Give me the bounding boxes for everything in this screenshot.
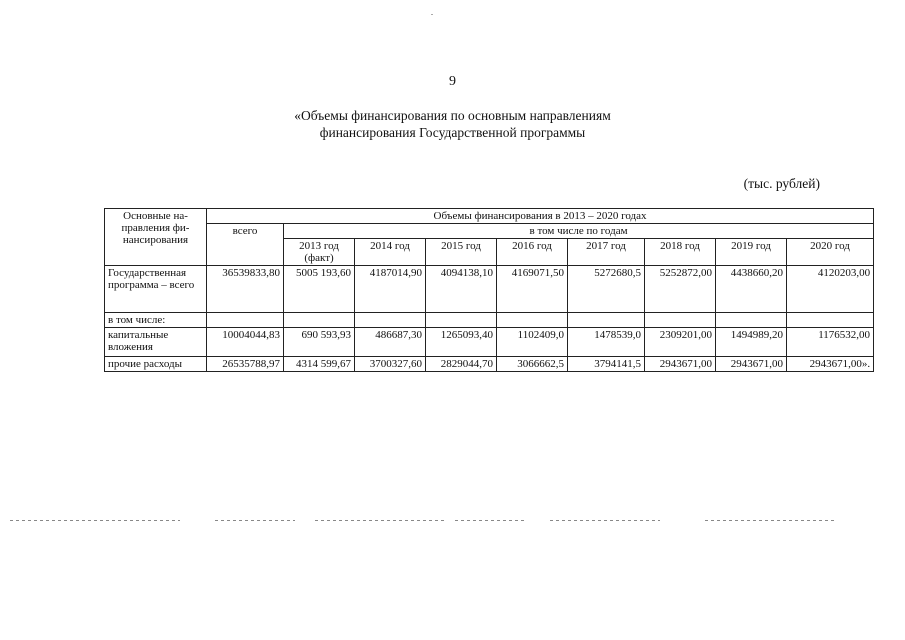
header-row-2 xyxy=(105,224,874,239)
row-total: 10004044,83 xyxy=(207,328,284,357)
row-value: 1478539,0 xyxy=(568,328,645,357)
header-year: 2014 год xyxy=(355,239,426,266)
header-total: всего xyxy=(207,224,284,266)
header-year: 2013 год (факт) xyxy=(284,239,355,266)
row-value: 4187014,90 xyxy=(355,266,426,313)
row-value xyxy=(568,313,645,328)
scan-artifact-line xyxy=(10,520,180,521)
row-value: 4314 599,67 xyxy=(284,357,355,372)
scan-artifact-line xyxy=(215,520,295,521)
row-value: 1176532,00 xyxy=(787,328,874,357)
financing-table xyxy=(104,208,874,372)
row-value: 486687,30 xyxy=(355,328,426,357)
header-year: 2019 год xyxy=(716,239,787,266)
row-value xyxy=(645,313,716,328)
row-label: в том числе: xyxy=(105,313,207,328)
header-year: 2016 год xyxy=(497,239,568,266)
row-value: 5252872,00 xyxy=(645,266,716,313)
row-value: 2829044,70 xyxy=(426,357,497,372)
row-value xyxy=(787,313,874,328)
title-line-1: «Объемы финансирования по основным направлениям xyxy=(294,108,611,123)
row-value: 3794141,5 xyxy=(568,357,645,372)
row-value: 1102409,0 xyxy=(497,328,568,357)
row-value: 3066662,5 xyxy=(497,357,568,372)
row-total: 36539833,80 xyxy=(207,266,284,313)
scan-artifact-line xyxy=(315,520,445,521)
row-label: капитальные вложения xyxy=(105,328,207,357)
table-row xyxy=(105,357,874,372)
row-total: 26535788,97 xyxy=(207,357,284,372)
row-value: 4169071,50 xyxy=(497,266,568,313)
scan-artifact-line xyxy=(455,520,525,521)
header-main-directions: Основные на-правления фи-нансирования xyxy=(105,209,207,266)
header-by-year: в том числе по годам xyxy=(284,224,874,239)
row-label: прочие расходы xyxy=(105,357,207,372)
row-value: 3700327,60 xyxy=(355,357,426,372)
scan-artifact-line xyxy=(705,520,835,521)
row-value: 690 593,93 xyxy=(284,328,355,357)
table-row xyxy=(105,266,874,313)
scan-artifact-line xyxy=(550,520,660,521)
row-value: 2309201,00 xyxy=(645,328,716,357)
row-value: 1494989,20 xyxy=(716,328,787,357)
row-value: 4120203,00 xyxy=(787,266,874,313)
unit-note: (тыс. рублей) xyxy=(743,176,820,191)
document-title xyxy=(0,107,905,141)
scan-speck xyxy=(431,14,433,15)
row-value xyxy=(716,313,787,328)
row-value xyxy=(426,313,497,328)
header-year: 2020 год xyxy=(787,239,874,266)
row-value: 5005 193,60 xyxy=(284,266,355,313)
page-number: 9 xyxy=(449,74,456,89)
row-value: 4438660,20 xyxy=(716,266,787,313)
header-year: 2018 год xyxy=(645,239,716,266)
row-value: 4094138,10 xyxy=(426,266,497,313)
row-value: 1265093,40 xyxy=(426,328,497,357)
row-value: 2943671,00». xyxy=(787,357,874,372)
header-year: 2015 год xyxy=(426,239,497,266)
row-value: 5272680,5 xyxy=(568,266,645,313)
header-volumes: Объемы финансирования в 2013 – 2020 годах xyxy=(207,209,874,224)
row-value xyxy=(497,313,568,328)
row-value xyxy=(284,313,355,328)
row-label: Государственная программа – всего xyxy=(105,266,207,313)
row-total xyxy=(207,313,284,328)
row-value: 2943671,00 xyxy=(716,357,787,372)
row-value: 2943671,00 xyxy=(645,357,716,372)
header-row-1 xyxy=(105,209,874,224)
row-value xyxy=(355,313,426,328)
title-line-2: финансирования Государственной программы xyxy=(319,125,586,140)
header-year: 2017 год xyxy=(568,239,645,266)
table-row xyxy=(105,313,874,328)
table-row xyxy=(105,328,874,357)
